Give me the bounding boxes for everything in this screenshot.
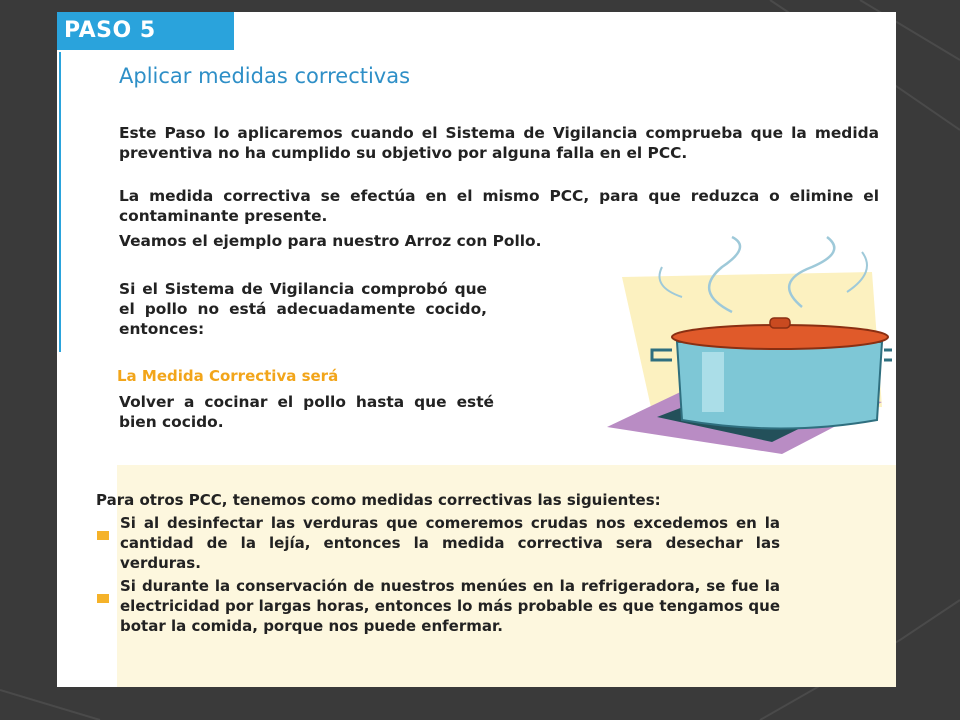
step-badge-label: PASO 5 <box>64 18 156 43</box>
example-subtitle: La Medida Correctiva será <box>117 367 339 385</box>
cooking-pot-on-stove-icon <box>562 232 892 457</box>
box-intro: Para otros PCC, tenemos como medidas correctivas las siguientes: <box>96 491 661 509</box>
example-text: Si el Sistema de Vigilancia comprobó que el pollo no está adecuadamente cocido, entonces: <box>119 280 487 338</box>
page-title: Aplicar medidas correctivas <box>119 64 411 88</box>
margin-line <box>59 52 61 352</box>
bullet-icon <box>97 531 109 540</box>
paragraph-2: La medida correctiva se efectúa en el mismo PCC, para que reduzca o elimine el contaminante presente. <box>119 187 879 225</box>
bullet-icon <box>97 594 109 603</box>
example-action: Volver a cocinar el pollo hasta que esté bien cocido. <box>119 393 494 431</box>
list-item: Si durante la conservación de nuestros menúes en la refrigeradora, se fue la electricidad por largas horas, entonces lo más probable es que tengamos que botar la comida, porque nos puede enfermar. <box>120 577 780 635</box>
list-item: Si al desinfectar las verduras que comeremos crudas nos excedemos en la cantidad de la lejía, entonces la medida correctiva sera desechar las verduras. <box>120 514 780 572</box>
paragraph-1: Este Paso lo aplicaremos cuando el Sistema de Vigilancia comprueba que la medida preventiva no ha cumplido su objetivo por alguna falla en el PCC. <box>119 124 879 162</box>
paragraph-3: Veamos el ejemplo para nuestro Arroz con Pollo. <box>119 232 542 250</box>
step-badge <box>57 12 234 50</box>
